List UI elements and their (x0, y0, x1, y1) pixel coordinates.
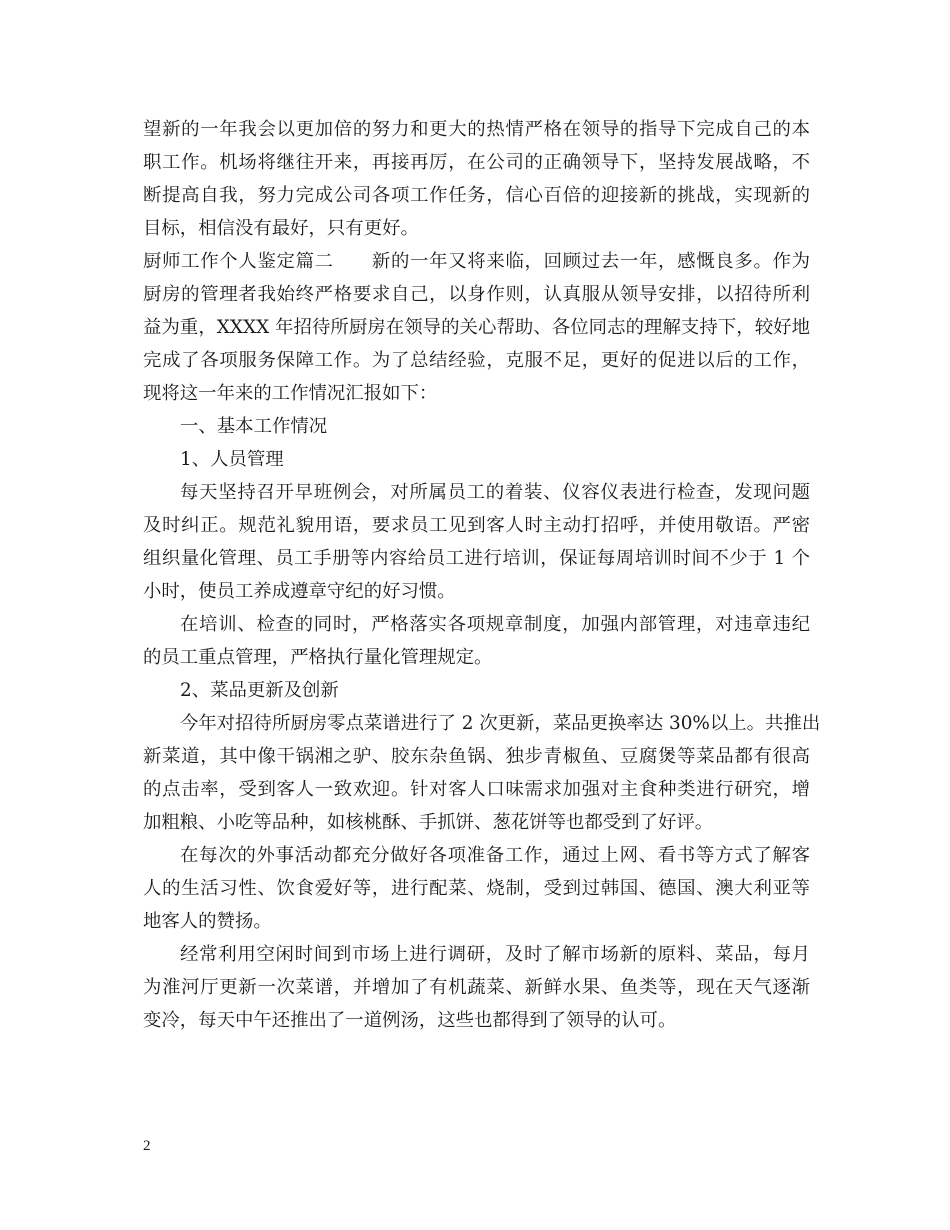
text-line: 小时，使员工养成遵章守纪的好习惯。 (143, 581, 456, 602)
text-line: 目标，相信没有最好，只有更好。 (143, 218, 419, 239)
text-line: 职工作。机场将继往开来，再接再厉，在公司的正确领导下，坚持发展战略，不 (143, 152, 810, 173)
text-line: 每天坚持召开早班例会，对所属员工的着装、仪容仪表进行检查，发现问题 (180, 482, 810, 503)
text-line: 的员工重点管理，严格执行量化管理规定。 (143, 647, 493, 668)
text-line: 为淮河厅更新一次菜谱，并增加了有机蔬菜、新鲜水果、鱼类等，现在天气逐渐 (143, 977, 810, 998)
text-line: 断提高自我，努力完成公司各项工作任务，信心百倍的迎接新的挑战，实现新的 (143, 185, 810, 206)
text-line: 在培训、检查的同时，严格落实各项规章制度，加强内部管理，对违章违纪 (180, 614, 810, 635)
text-line: 地客人的赞扬。 (143, 911, 272, 932)
text-line: 变冷，每天中午还推出了一道例汤，这些也都得到了领导的认可。 (143, 1010, 677, 1031)
text-line: 加粗粮、小吃等品种，如核桃酥、手抓饼、葱花饼等也都受到了好评。 (143, 812, 714, 833)
text-line: 一、基本工作情况 (180, 416, 328, 437)
page-number: 2 (143, 1138, 151, 1154)
text-line: 人的生活习性、饮食爱好等，进行配菜、烧制，受到过韩国、德国、澳大利亚等 (143, 878, 810, 899)
text-line: 望新的一年我会以更加倍的努力和更大的热情严格在领导的指导下完成自己的本 (143, 119, 810, 140)
text-line: 2、菜品更新及创新 (180, 680, 339, 701)
text-line: 益为重，XXXX 年招待所厨房在领导的关心帮助、各位同志的理解支持下，较好地 (143, 317, 810, 338)
text-line: 完成了各项服务保障工作。为了总结经验，克服不足，更好的促进以后的工作， (143, 350, 810, 371)
document-body (143, 113, 821, 1037)
text-line: 及时纠正。规范礼貌用语，要求员工见到客人时主动打招呼，并使用敬语。严密 (143, 515, 810, 536)
text-line: 经常利用空闲时间到市场上进行调研，及时了解市场新的原料、菜品，每月 (180, 944, 810, 965)
text-line: 的点击率，受到客人一致欢迎。针对客人口味需求加强对主食种类进行研究，增 (143, 779, 810, 800)
text-line: 厨师工作个人鉴定篇二 新的一年又将来临，回顾过去一年，感慨良多。作为 (143, 251, 810, 272)
text-line: 在每次的外事活动都充分做好各项准备工作，通过上网、看书等方式了解客 (180, 845, 810, 866)
text-line: 组织量化管理、员工手册等内容给员工进行培训，保证每周培训时间不少于 1 个 (143, 548, 810, 569)
text-line: 现将这一年来的工作情况汇报如下： (143, 383, 438, 404)
text-line: 新菜道，其中像干锅湘之驴、胶东杂鱼锅、独步青椒鱼、豆腐煲等菜品都有很高 (143, 746, 810, 767)
text-line: 1、人员管理 (180, 449, 284, 470)
text-line: 今年对招待所厨房零点菜谱进行了 2 次更新，菜品更换率达 30%以上。共推出 (180, 713, 821, 734)
text-line: 厨房的管理者我始终严格要求自己，以身作则，认真服从领导安排，以招待所利 (143, 284, 810, 305)
